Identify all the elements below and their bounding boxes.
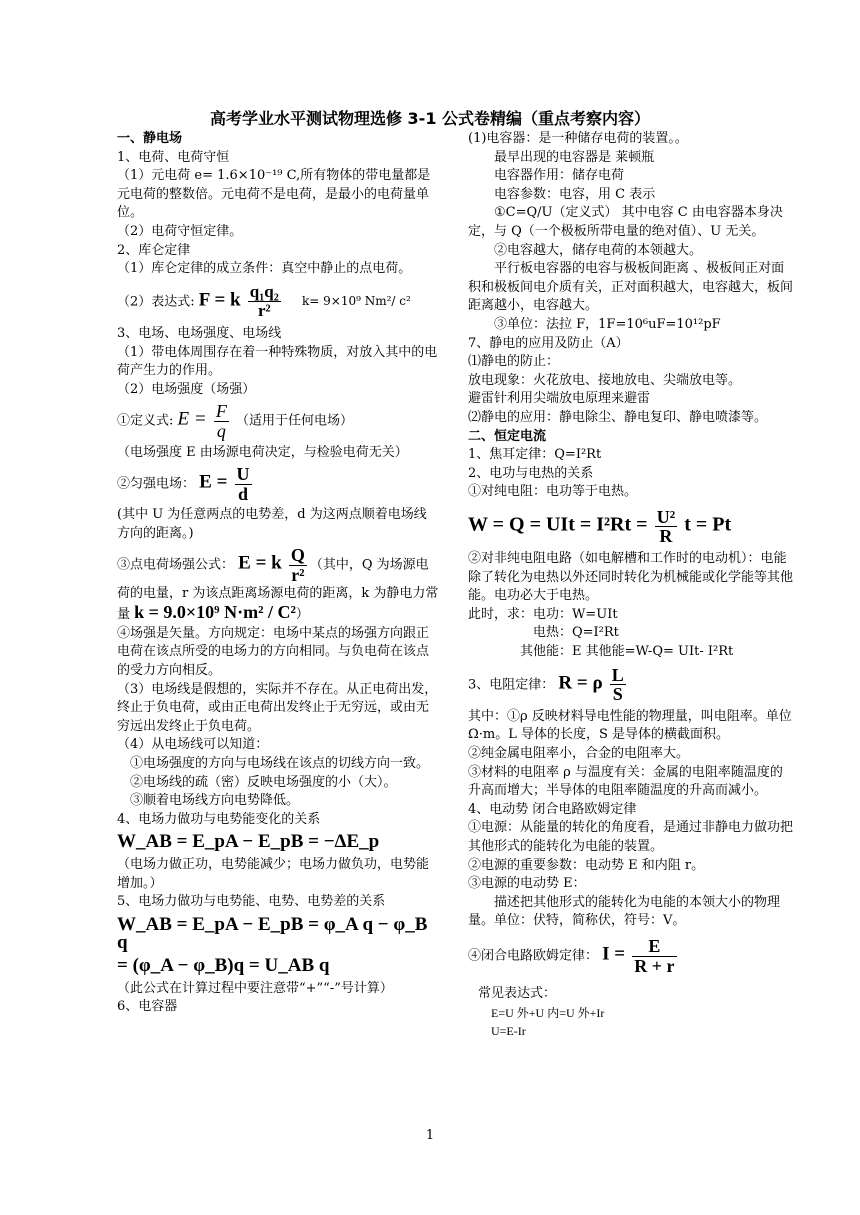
label: （2）表达式:	[117, 294, 195, 310]
section-heading: 一、静电场	[117, 131, 183, 146]
paragraph: 电容参数：电容，用 C 表示	[494, 186, 656, 202]
paragraph: 常见表达式：	[478, 986, 557, 1002]
paragraph: ①电源：从能量的转化的角度看，是通过非静电力做功把其他形式的能转化为电能的装置。	[468, 820, 794, 854]
paragraph: ①C=Q/U（定义式） 其中电容 C 由电容器本身决定，与 Q（一个极板所带电量的绝对值）、U 无关。	[468, 205, 783, 239]
note: （适用于任何电场）	[236, 413, 354, 429]
paragraph: 其中：①ρ 反映材料导电性能的物理量，叫电阻率。单位 Ω·m。L 导体的长度，S 是导体的横截面积。	[468, 708, 792, 743]
work-energy-formula: W_AB = E_pA − E_pB = −ΔE_p	[117, 831, 380, 853]
subheading: 4、电动势 闭合电路欧姆定律	[468, 801, 637, 817]
page-number: 1	[425, 1128, 435, 1143]
fraction: $\frac{Q}{\text{r²}}$	[290, 545, 305, 586]
paragraph: 描述把其他形式的能转化为电能的本领大小的物理量。单位：伏特，简称伏，符号：V。	[468, 894, 781, 929]
paragraph: （电场强度 E 由场源电荷决定，与检验电荷无关）	[117, 444, 408, 460]
paragraph: 避雷针利用尖端放电原理来避雷	[468, 391, 651, 407]
ohms-law-line: ④闭合电路欧姆定律： I = $\frac{E}{R + r}$	[468, 935, 675, 976]
fraction: $\frac{E}{R + r}$	[634, 935, 675, 976]
paragraph: ③单位：法拉 F，1F=10⁶uF=10¹²pF	[494, 316, 721, 332]
subheading: 7、静电的应用及防止（A）	[468, 335, 629, 351]
paragraph: 平行板电容器的电容与极板间距离 、极板间正对面积和极板间电介质有关，正对面积越大，电容越大，板间距离越小，电容越大。	[468, 261, 794, 314]
paragraph: （此公式在计算过程中要注意带“+”“-”号计算）	[117, 980, 393, 996]
paragraph: ⑴静电的防止：	[468, 354, 560, 370]
paragraph: （1）库仑定律的成立条件：真空中静止的点电荷。	[117, 261, 412, 277]
label: ④闭合电路欧姆定律：	[468, 948, 599, 964]
fraction: $\frac{L}{S}$	[611, 664, 624, 705]
resistance-law-line: 3、电阻定律： R = ρ $\frac{L}{S}$	[468, 664, 624, 705]
coulomb-formula-line: （2）表达式: F = k $\frac{\text{q₁q₂}}{\text{r²}}$ k= 9×10⁹ Nm²/ c²	[117, 281, 411, 321]
paragraph: 其他能：E 其他能=W-Q= UIt- I²Rt	[520, 644, 734, 660]
paragraph: （4）从电场线可以知道：	[117, 737, 269, 753]
paragraph: ⑵静电的应用：静电除尘、静电复印、静电喷漆等。	[468, 409, 768, 425]
right-column	[468, 130, 793, 1041]
subheading: 5、电场力做功与电势能、电势、电势差的关系	[117, 894, 386, 910]
paragraph: （1）带电体周围存在着一种特殊物质，对放入其中的电荷产生力的作用。	[117, 344, 438, 379]
paragraph: ④场强是矢量。方向规定：电场中某点的场强方向跟正电荷在该点所受的电场力的方向相同。与负电荷在该点的受力方向相反。	[117, 625, 430, 679]
paragraph: （2）电荷守恒定律。	[117, 223, 243, 239]
subheading: 2、库仑定律	[117, 242, 191, 258]
paragraph: ③材料的电阻率 ρ 与温度有关：金属的电阻率随温度的升高而增大；半导体的电阻率随温度的升高而减小。	[468, 764, 783, 799]
bracket: ）	[295, 607, 309, 623]
paragraph: (其中 U 为任意两点的电势差，d 为这两点顺着电场线方向的距离。)	[117, 507, 427, 541]
paragraph: 电容器作用：储存电荷	[494, 168, 625, 184]
paragraph: ③顺着电场线方向电势降低。	[130, 793, 300, 809]
coulomb-constant: k = 9.0×10⁹ N·m² / C²	[134, 602, 296, 623]
formula-part: t = Pt	[684, 513, 732, 536]
paragraph: ②电源的重要参数：电动势 E 和内阻 r。	[468, 857, 705, 873]
paragraph: 放电现象：火花放电、接地放电、尖端放电等。	[468, 372, 742, 388]
paragraph: ③电源的电动势 E：	[468, 876, 586, 892]
paragraph: ②对非纯电阻电路（如电解槽和工作时的电动机）：电能除了转化为电热以外还同时转化为机械能或化学能等其他能。电功必大于电热。	[468, 551, 794, 604]
point-charge-line: ③点电荷场强公式： E = k $\frac{Q}{\text{r²}}$ （其中，Q 为场源电荷的电量，r 为该点距离场源电荷的距离，k 为静电力常量 k = 9.0×10⁹ N·m² / C²）	[117, 545, 439, 623]
fraction: $\frac{\text{U²}}{R}$	[656, 506, 676, 547]
paragraph: 最早出现的电容器是 莱顿瓶	[494, 149, 655, 165]
label: 3、电阻定律：	[468, 677, 555, 693]
note: （其中，Q 为场源电荷的电量，r 为该点距离场源电荷的距离，k 为静电力常量	[117, 558, 439, 623]
page-title: 高考学业水平测试物理选修 3-1 公式卷精编（重点考察内容）	[209, 109, 651, 128]
paragraph: 2、电功与电热的关系	[468, 465, 594, 481]
paragraph: ②电场线的疏（密）反映电场强度的小（大）。	[130, 774, 397, 790]
subheading: 4、电场力做功与电势能变化的关系	[117, 811, 321, 827]
paragraph: （1）元电荷 e= 1.6×10⁻¹⁹ C,所有物体的带电量都是元电荷的整数倍。元电荷不是电荷，是最小的电荷量单位。	[117, 168, 431, 221]
paragraph: （电场力做正功，电势能减少；电场力做负功，电势能增加。）	[117, 856, 430, 891]
subheading: 6、电容器	[117, 999, 178, 1015]
label: ②匀强电场：	[117, 476, 196, 492]
paragraph: 1、焦耳定律：Q=I²Rt	[468, 447, 602, 463]
expression: U=E-Ir	[491, 1024, 526, 1039]
paragraph: （2）电场强度（场强）	[117, 381, 256, 397]
paragraph: 电热：Q=I²Rt	[533, 625, 619, 641]
subheading: 3、电场、电场强度、电场线	[117, 325, 282, 341]
electric-work-formula	[468, 508, 793, 546]
constant-k: k= 9×10⁹ Nm²/ c²	[301, 294, 411, 309]
formula-part: W = Q = UIt = I²Rt =	[468, 513, 648, 536]
expression: E=U 外+U 内=U 外+Ir	[491, 1005, 605, 1020]
subheading: 1、电荷、电荷守恒	[117, 149, 230, 165]
paragraph: ②电容越大，储存电荷的本领越大。	[494, 242, 703, 258]
definition-formula-line: ①定义式: E = $\frac{F}{q}$ （适用于任何电场）	[117, 401, 354, 441]
paragraph: ①对纯电阻：电功等于电热。	[468, 484, 638, 500]
paragraph: ②纯金属电阻率小，合金的电阻率大。	[468, 746, 690, 761]
label: ①定义式:	[117, 413, 174, 429]
fraction: $\frac{\text{q₁q₂}}{\text{r²}}$	[249, 281, 279, 321]
label: ③点电荷场强公式：	[117, 558, 235, 574]
paragraph: ①电场强度的方向与电场线在该点的切线方向一致。	[130, 756, 430, 771]
paragraph: 此时，求：电功：W=UIt	[468, 606, 618, 622]
left-column	[117, 130, 439, 1017]
paragraph: (1)电容器：是一种储存电荷的装置。。	[468, 131, 688, 146]
fraction: $\frac{U}{d}$	[236, 464, 250, 504]
section-heading: 二、恒定电流	[468, 428, 547, 444]
fraction: $\frac{F}{q}$	[215, 401, 227, 441]
paragraph: （3）电场线是假想的，实际并不存在。从正电荷出发，终止于负电荷，或由正电荷出发终止于无穷远，或由无穷远出发终止于负电荷。	[117, 681, 438, 734]
work-potential-formula: W_AB = E_pA − E_pB = φ_A q − φ_B q	[117, 913, 428, 954]
uniform-field-line: ②匀强电场： E = $\frac{U}{d}$	[117, 464, 250, 504]
work-potential-formula-cont: = (φ_A − φ_B)q = U_AB q	[117, 954, 330, 976]
